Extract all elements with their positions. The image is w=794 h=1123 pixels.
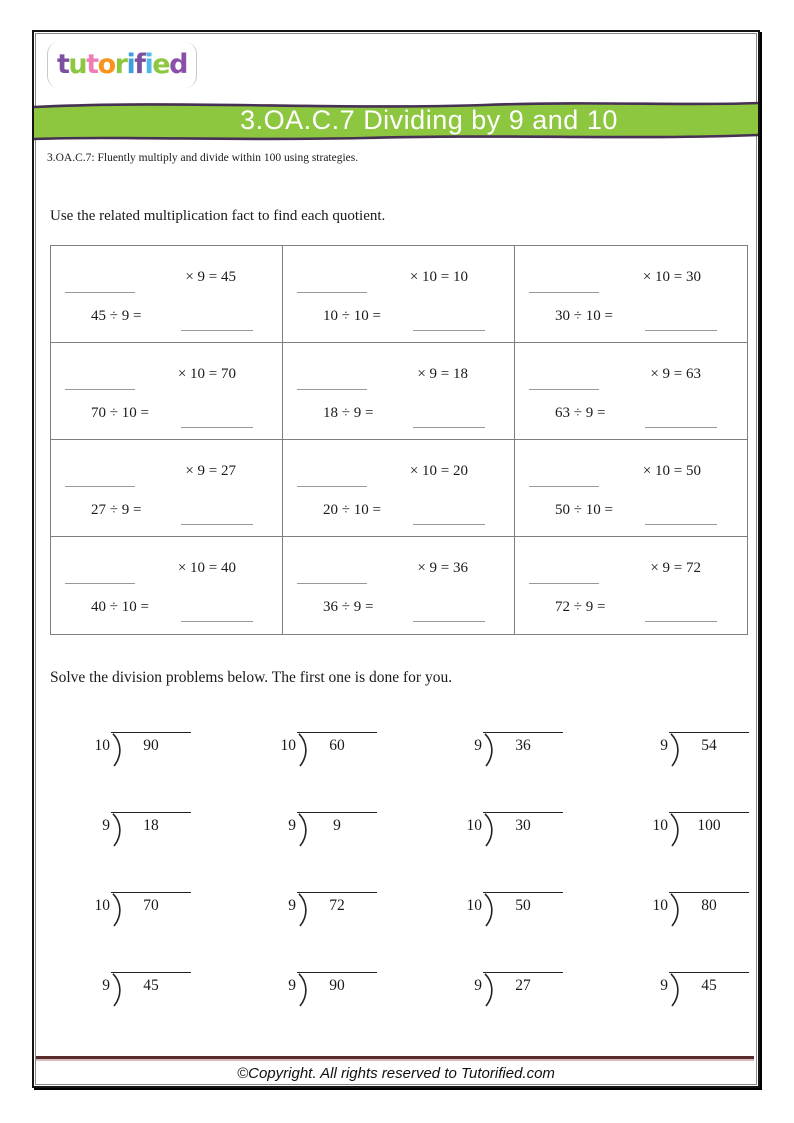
divisor: 10 (652, 897, 668, 914)
title-banner (34, 96, 758, 146)
long-division-bracket-icon (297, 973, 311, 1007)
dividend: 70 (143, 897, 159, 914)
divisor: 10 (466, 897, 482, 914)
division-expression: 70 ÷ 10 = (91, 405, 149, 421)
long-division-problem (92, 892, 278, 972)
quotient-answer-blank (413, 427, 485, 428)
long-division-bracket-icon (483, 813, 497, 847)
logo-letter: u (68, 49, 87, 80)
dividend: 54 (701, 737, 717, 754)
fact-cell (283, 246, 515, 343)
divisor: 10 (466, 817, 482, 834)
multiplication-fact: × 10 = 70 (177, 366, 236, 382)
divisor: 10 (652, 817, 668, 834)
division-expression: 10 ÷ 10 = (323, 308, 381, 324)
logo-letter: d (169, 49, 187, 80)
fact-cell (515, 537, 747, 634)
division-bracket-bar (669, 972, 749, 1007)
quotient-answer-blank (181, 621, 253, 622)
dividend: 60 (329, 737, 345, 754)
division-expression: 63 ÷ 9 = (555, 405, 606, 421)
factor-answer-blank (297, 486, 367, 487)
fact-cell (515, 343, 747, 440)
divisor: 10 (94, 897, 110, 914)
copyright-text: ©Copyright. All rights reserved to Tutorified.com (237, 1065, 555, 1082)
dividend: 72 (329, 897, 345, 914)
long-division-problem (278, 892, 464, 972)
quotient-answer-blank (181, 427, 253, 428)
multiplication-fact: × 10 = 30 (642, 269, 701, 285)
quotient-answer-blank (181, 330, 253, 331)
division-expression: 40 ÷ 10 = (91, 599, 149, 615)
fact-cell (283, 440, 515, 537)
section1-instruction: Use the related multiplication fact to find each quotient. (50, 208, 386, 224)
logo-row (47, 42, 197, 88)
division-bracket-bar (111, 812, 191, 847)
dividend: 18 (143, 817, 159, 834)
dividend: 27 (515, 977, 531, 994)
divisor: 9 (288, 977, 296, 994)
long-division-problem (278, 812, 464, 892)
long-division-problem (464, 972, 650, 1052)
long-division-bracket-icon (483, 973, 497, 1007)
division-bracket-bar (483, 812, 563, 847)
dividend: 30 (515, 817, 531, 834)
dividend: 9 (333, 817, 341, 834)
multiplication-fact: × 10 = 40 (177, 560, 236, 576)
division-bracket-bar (111, 732, 191, 767)
long-division-bracket-icon (297, 733, 311, 767)
dividend: 90 (329, 977, 345, 994)
quotient-answer-blank (413, 330, 485, 331)
long-division-problem (278, 972, 464, 1052)
divisor: 9 (288, 817, 296, 834)
factor-answer-blank (65, 292, 135, 293)
quotient-answer-blank (181, 524, 253, 525)
division-expression: 18 ÷ 9 = (323, 405, 374, 421)
long-division-bracket-icon (111, 813, 125, 847)
dividend: 90 (143, 737, 159, 754)
divisor: 10 (280, 737, 296, 754)
quotient-answer-blank (645, 621, 717, 622)
long-division-problem (92, 812, 278, 892)
division-expression: 72 ÷ 9 = (555, 599, 606, 615)
division-expression: 50 ÷ 10 = (555, 502, 613, 518)
factor-answer-blank (65, 486, 135, 487)
division-bracket-bar (111, 892, 191, 927)
division-expression: 36 ÷ 9 = (323, 599, 374, 615)
fact-cell (51, 440, 283, 537)
long-division-problem (650, 812, 794, 892)
dividend: 100 (697, 817, 721, 834)
logo-letter: i (126, 49, 135, 80)
division-grid (92, 732, 794, 1052)
dividend: 80 (701, 897, 717, 914)
multiplication-fact: × 9 = 27 (185, 463, 236, 479)
quotient-answer-blank (645, 330, 717, 331)
long-division-bracket-icon (297, 813, 311, 847)
dividend: 36 (515, 737, 531, 754)
divisor: 9 (102, 817, 110, 834)
logo-letter: t (57, 49, 69, 80)
logo-letter: r (114, 49, 127, 80)
divisor: 9 (474, 737, 482, 754)
long-division-problem (92, 732, 278, 812)
division-bracket-bar (111, 972, 191, 1007)
footer-divider-bar (36, 1056, 754, 1061)
tutorified-logo (47, 42, 197, 88)
long-division-bracket-icon (483, 733, 497, 767)
logo-letter: i (144, 49, 153, 80)
dividend: 50 (515, 897, 531, 914)
division-bracket-bar (483, 972, 563, 1007)
factor-answer-blank (529, 389, 599, 390)
division-expression: 27 ÷ 9 = (91, 502, 142, 518)
long-division-bracket-icon (111, 733, 125, 767)
section2-instruction: Solve the division problems below. The first one is done for you. (50, 669, 453, 686)
long-division-problem (650, 972, 794, 1052)
long-division-problem (650, 892, 794, 972)
division-bracket-bar (669, 892, 749, 927)
division-bracket-bar (297, 972, 377, 1007)
factor-answer-blank (65, 583, 135, 584)
fact-table (50, 245, 748, 635)
dividend: 45 (701, 977, 717, 994)
factor-answer-blank (297, 292, 367, 293)
multiplication-fact: × 9 = 45 (185, 269, 236, 285)
quotient-answer-blank (645, 427, 717, 428)
long-division-bracket-icon (669, 813, 683, 847)
long-division-bracket-icon (297, 893, 311, 927)
logo-letter: f (134, 49, 145, 80)
divisor: 9 (660, 977, 668, 994)
long-division-bracket-icon (669, 973, 683, 1007)
division-bracket-bar (669, 732, 749, 767)
logo-letter: e (152, 49, 170, 80)
quotient-answer-blank (645, 524, 717, 525)
division-bracket-bar (297, 812, 377, 847)
dividend: 45 (143, 977, 159, 994)
worksheet-page (32, 30, 760, 1088)
factor-answer-blank (529, 292, 599, 293)
divisor: 9 (102, 977, 110, 994)
long-division-bracket-icon (669, 893, 683, 927)
divisor: 9 (660, 737, 668, 754)
long-division-bracket-icon (669, 733, 683, 767)
division-bracket-bar (669, 812, 749, 847)
long-division-problem (650, 732, 794, 812)
long-division-problem (464, 812, 650, 892)
factor-answer-blank (529, 486, 599, 487)
multiplication-fact: × 9 = 18 (417, 366, 468, 382)
multiplication-fact: × 10 = 20 (409, 463, 468, 479)
multiplication-fact: × 9 = 72 (650, 560, 701, 576)
division-expression: 45 ÷ 9 = (91, 308, 142, 324)
factor-answer-blank (297, 389, 367, 390)
division-bracket-bar (483, 732, 563, 767)
fact-cell (51, 343, 283, 440)
divisor: 9 (474, 977, 482, 994)
multiplication-fact: × 9 = 63 (650, 366, 701, 382)
divisor: 9 (288, 897, 296, 914)
fact-cell (515, 440, 747, 537)
page-title: 3.OA.C.7 Dividing by 9 and 10 (240, 105, 618, 135)
factor-answer-blank (529, 583, 599, 584)
quotient-answer-blank (413, 621, 485, 622)
fact-cell (51, 537, 283, 634)
division-bracket-bar (297, 732, 377, 767)
long-division-problem (278, 732, 464, 812)
logo-letter: t (86, 49, 98, 80)
multiplication-fact: × 10 = 10 (409, 269, 468, 285)
standard-description: 3.OA.C.7: Fluently multiply and divide within 100 using strategies. (47, 152, 359, 164)
fact-cell (283, 343, 515, 440)
multiplication-fact: × 10 = 50 (642, 463, 701, 479)
long-division-bracket-icon (483, 893, 497, 927)
long-division-problem (92, 972, 278, 1052)
division-bracket-bar (483, 892, 563, 927)
division-bracket-bar (297, 892, 377, 927)
fact-cell (283, 537, 515, 634)
quotient-answer-blank (413, 524, 485, 525)
factor-answer-blank (65, 389, 135, 390)
logo-text (57, 49, 187, 80)
multiplication-fact: × 9 = 36 (417, 560, 468, 576)
division-expression: 20 ÷ 10 = (323, 502, 381, 518)
fact-cell (51, 246, 283, 343)
long-division-bracket-icon (111, 893, 125, 927)
long-division-bracket-icon (111, 973, 125, 1007)
divisor: 10 (94, 737, 110, 754)
division-expression: 30 ÷ 10 = (555, 308, 613, 324)
fact-cell (515, 246, 747, 343)
long-division-problem (464, 892, 650, 972)
factor-answer-blank (297, 583, 367, 584)
long-division-problem (464, 732, 650, 812)
logo-letter: o (97, 49, 115, 80)
